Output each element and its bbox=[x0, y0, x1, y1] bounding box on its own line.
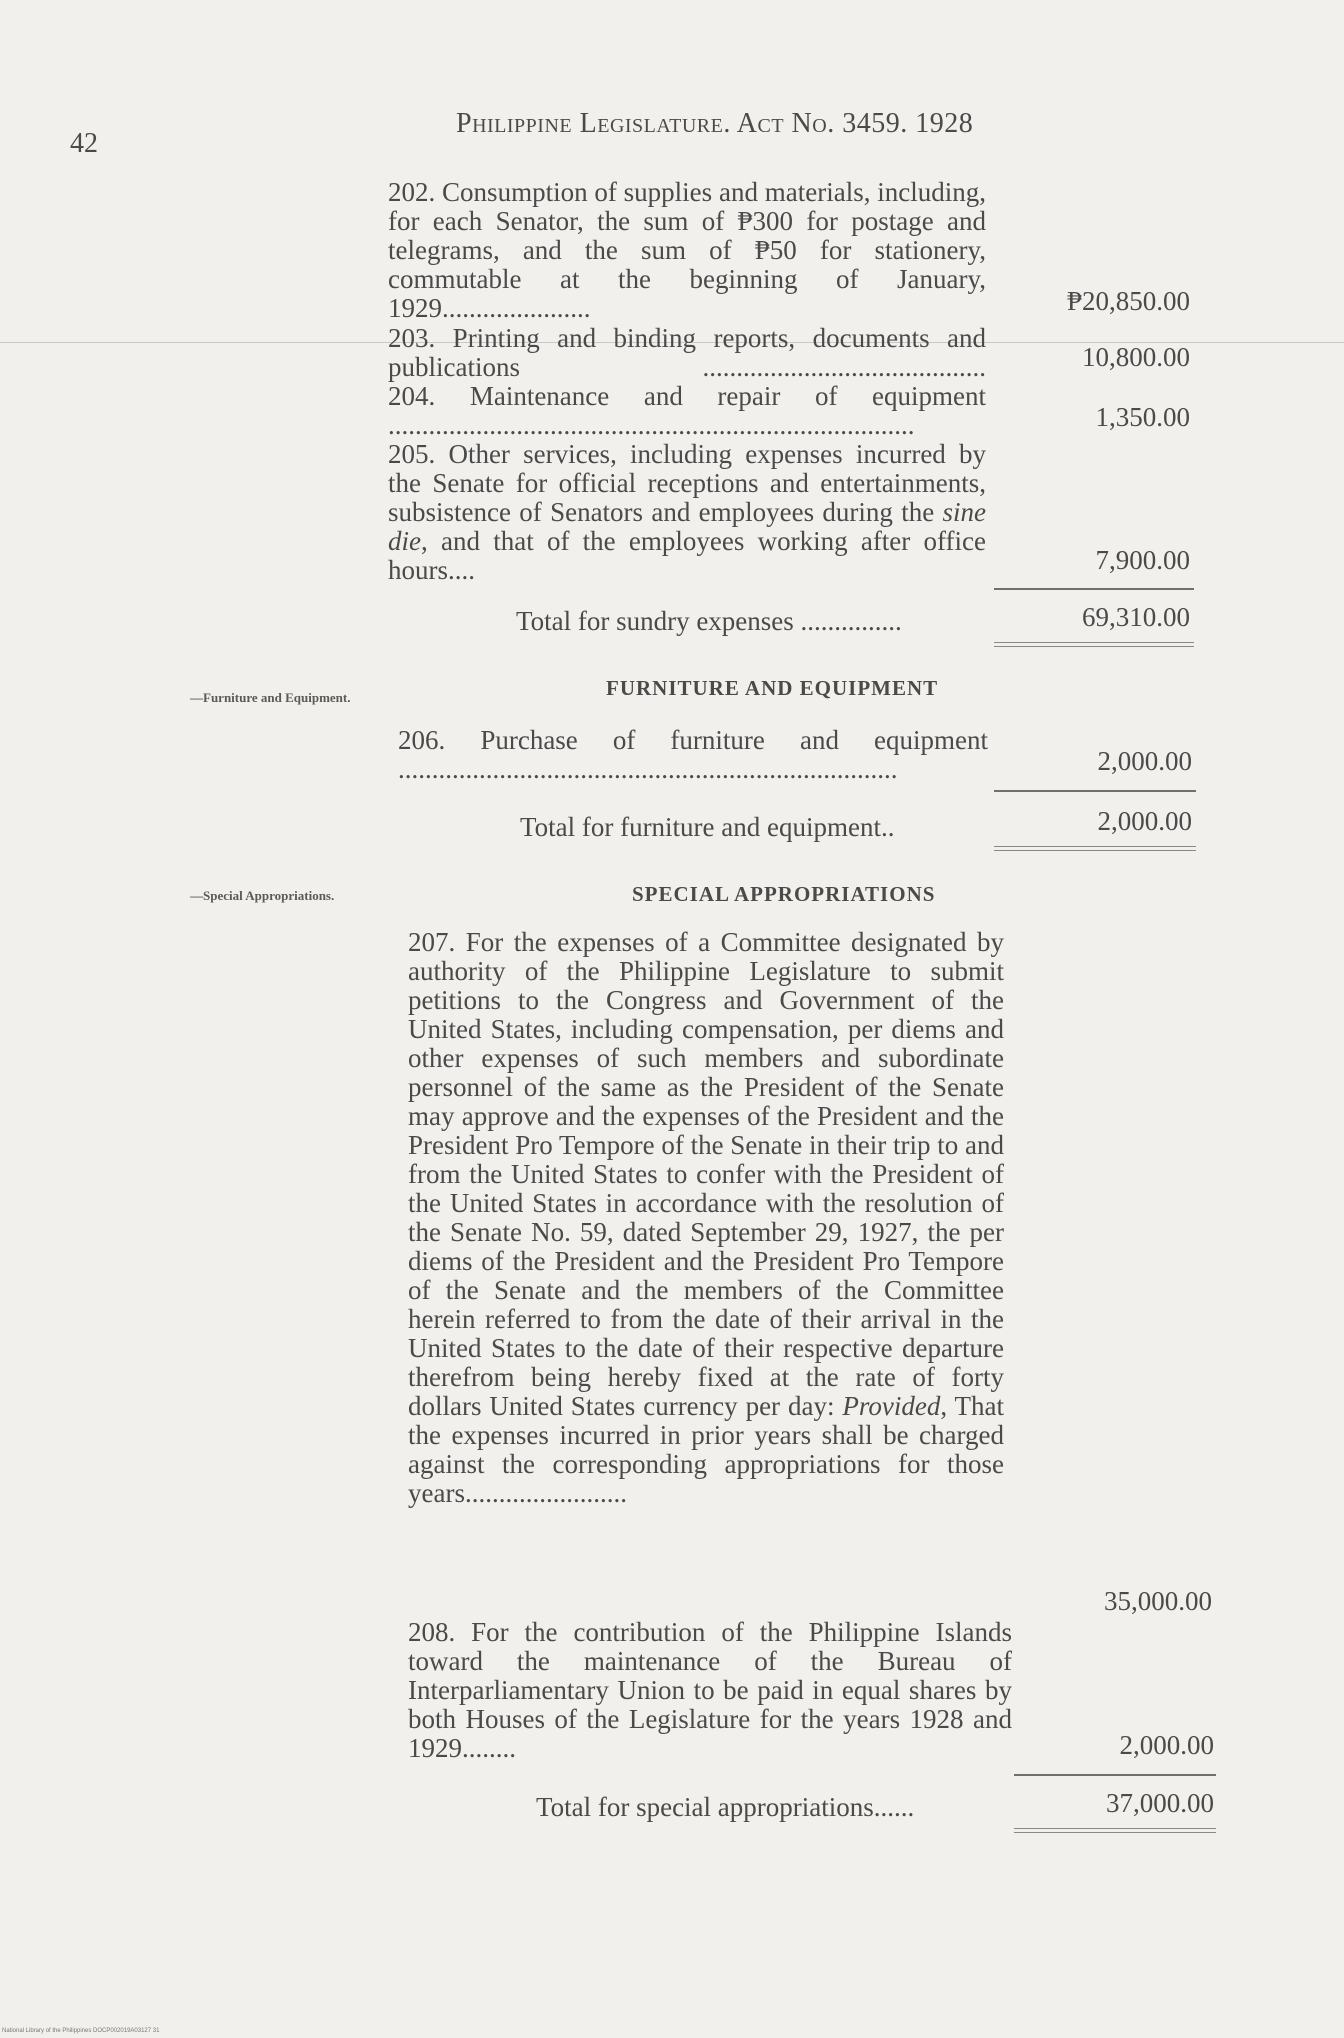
page-number: 42 bbox=[70, 128, 98, 159]
item-205-text bbox=[388, 440, 986, 585]
item-202-text: 202. Consumption of supplies and materials, including, for each Senator, the sum of ₱300 for postage and telegrams, and the sum of ₱50 for stationery, commutable at the beginning of January, 1929...................... bbox=[388, 177, 986, 323]
item-208-amount: 2,000.00 bbox=[1119, 1730, 1214, 1760]
item-205-text-before: 205. Other services, including expenses incurred by the Senate for official receptions and entertainments, subsistence of Senators and employees during the bbox=[388, 439, 986, 527]
furniture-heading: FURNITURE AND EQUIPMENT bbox=[606, 676, 939, 700]
item-206-text: 206. Purchase of furniture and equipment .......................................................................... bbox=[398, 725, 988, 784]
item-207-amount: 35,000.00 bbox=[1104, 1586, 1212, 1616]
item-207-text-italic: Provided bbox=[842, 1391, 941, 1421]
item-207-text-before: 207. For the expenses of a Committee designated by authority of the Philippine Legislature to submit petitions to the Congress and Government of the United States, including compensation, per diems and other expenses of such members and subordinate personnel of the same as the President of the Senate may approve and the expenses of the President and the President Pro Tempore of the Senate in their trip to and from the United States to confer with the President of the United States in accordance with the resolution of the Senate No. 59, dated September 29, 1927, the per diems of the President and the President Pro Tempore of the Senate and the members of the Committee herein referred to from the date of their arrival in the United States to the date of their respective departure therefrom being hereby fixed at the rate of forty dollars United States currency per day: bbox=[408, 927, 1004, 1421]
sundry-total-amount: 69,310.00 bbox=[1082, 602, 1190, 632]
special-total-label: Total for special appropriations...... bbox=[536, 1792, 915, 1822]
item-208-text: 208. For the contribution of the Philippine Islands toward the maintenance of the Bureau of Interparliamentary Union to be paid in equal shares by both Houses of the Legislature for the years 1928 and 1929........ bbox=[408, 1617, 1012, 1763]
sundry-total-label: Total for sundry expenses ............... bbox=[516, 606, 902, 636]
item-207-text bbox=[408, 928, 1004, 1508]
furniture-total-double-rule bbox=[994, 846, 1196, 851]
footer-credit: National Library of the Philippines DOCP002019A03127 31 bbox=[2, 2028, 160, 2034]
special-total-rule bbox=[1014, 1774, 1216, 1776]
special-heading: SPECIAL APPROPRIATIONS bbox=[632, 882, 936, 906]
item-204-text: 204. Maintenance and repair of equipment .............................................................................. bbox=[388, 381, 986, 440]
furniture-margin-note: —Furniture and Equipment. bbox=[190, 690, 351, 705]
item-205-text-after: , and that of the employees working after office hours.... bbox=[388, 526, 986, 585]
item-203-amount: 10,800.00 bbox=[1082, 342, 1190, 372]
special-total-double-rule bbox=[1014, 1828, 1216, 1833]
furniture-total-rule bbox=[994, 790, 1196, 792]
special-total-amount: 37,000.00 bbox=[1106, 1788, 1214, 1818]
item-207-text-after: , That the expenses incurred in prior years shall be charged against the corresponding appropriations for those years........................ bbox=[408, 1391, 1005, 1508]
item-202-amount: ₱20,850.00 bbox=[1066, 286, 1190, 316]
furniture-total-label: Total for furniture and equipment.. bbox=[520, 812, 895, 842]
sundry-total-rule bbox=[994, 588, 1194, 590]
item-204-amount: 1,350.00 bbox=[1095, 402, 1190, 432]
item-206-amount: 2,000.00 bbox=[1097, 746, 1192, 776]
item-203-text: 203. Printing and binding reports, documents and publications .......................................... bbox=[388, 323, 986, 382]
running-head: Philippine Legislature. Act No. 3459. 1928 bbox=[456, 108, 974, 139]
special-margin-note: —Special Appropriations. bbox=[190, 888, 335, 903]
sundry-total-double-rule bbox=[994, 642, 1194, 647]
item-205-amount: 7,900.00 bbox=[1095, 545, 1190, 575]
furniture-total-amount: 2,000.00 bbox=[1097, 806, 1192, 836]
item-205-text-italic: sine die bbox=[388, 497, 986, 556]
